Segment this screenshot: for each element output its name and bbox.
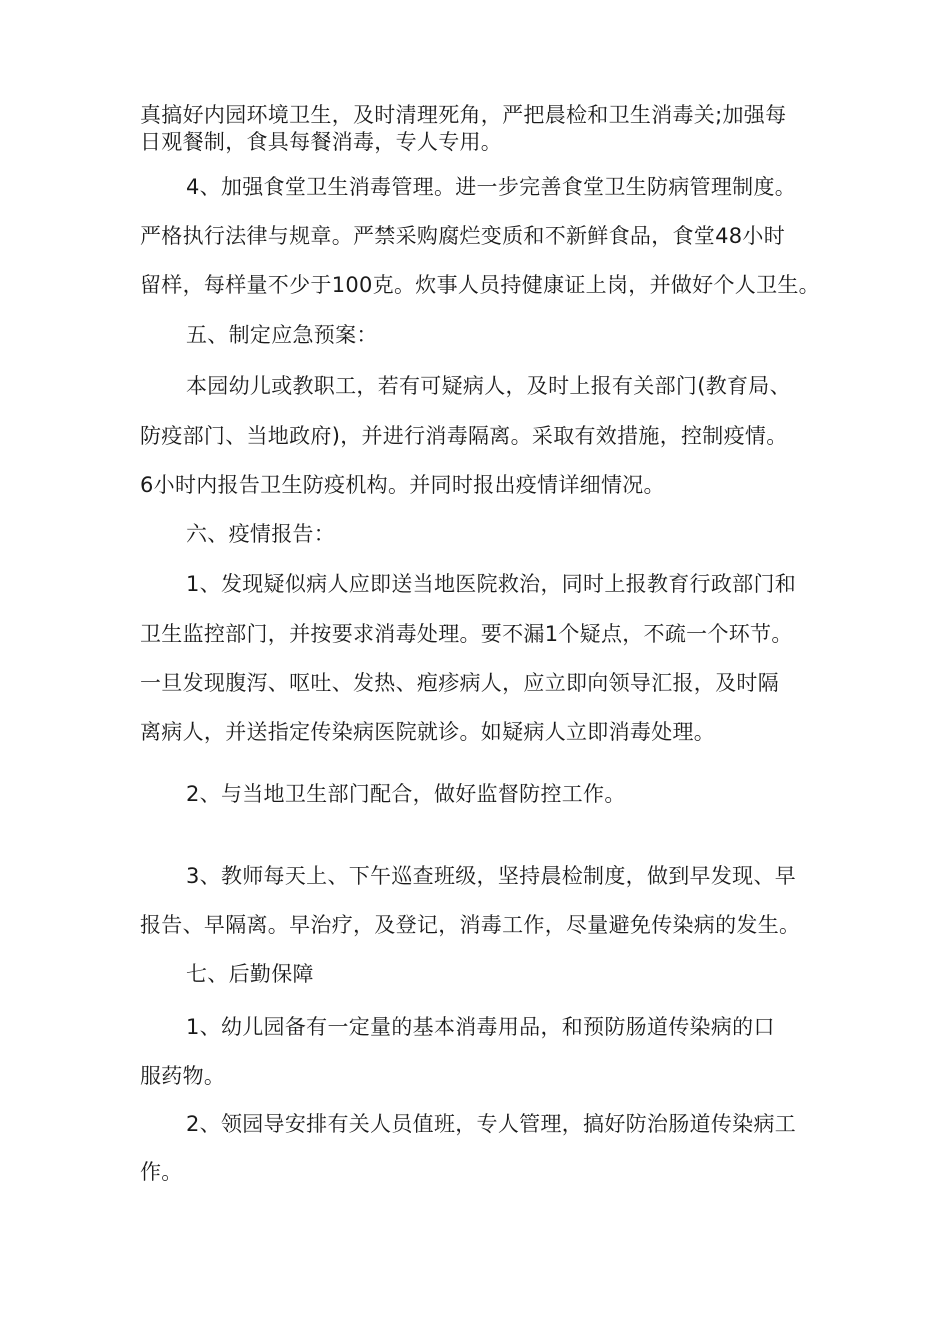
text-line: 防疫部门、当地政府)，并进行消毒隔离。采取有效措施，控制疫情。 — [140, 424, 788, 448]
text-line: 4、加强食堂卫生消毒管理。进一步完善食堂卫生防病管理制度。 — [186, 175, 797, 199]
text-line: 服药物。 — [140, 1064, 226, 1088]
text-line: 6小时内报告卫生防疫机构。并同时报出疫情详细情况。 — [140, 473, 665, 497]
text-line: 真搞好内园环境卫生，及时清理死角，严把晨检和卫生消毒关;加强每 — [140, 103, 787, 127]
text-line: 作。 — [140, 1160, 183, 1184]
section-heading: 六、疫情报告： — [186, 522, 336, 546]
text-line: 卫生监控部门，并按要求消毒处理。要不漏1个疑点，不疏一个环节。 — [140, 622, 793, 646]
text-line: 离病人，并送指定传染病医院就诊。如疑病人立即消毒处理。 — [140, 720, 716, 744]
section-heading: 五、制定应急预案： — [186, 323, 378, 347]
text-line: 2、与当地卫生部门配合，做好监督防控工作。 — [186, 782, 626, 806]
text-line: 本园幼儿或教职工，若有可疑病人，及时上报有关部门(教育局、 — [186, 374, 791, 398]
text-line: 日观餐制，食具每餐消毒，专人专用。 — [140, 130, 503, 154]
text-line: 严格执行法律与规章。严禁采购腐烂变质和不新鲜食品，食堂48小时 — [140, 224, 786, 248]
text-line: 报告、早隔离。早治疗，及登记，消毒工作，尽量避免传染病的发生。 — [140, 913, 801, 937]
text-line: 3、教师每天上、下午巡查班级，坚持晨检制度，做到早发现、早 — [186, 864, 797, 888]
text-line: 1、发现疑似病人应即送当地医院救治，同时上报教育行政部门和 — [186, 572, 797, 596]
text-line: 1、幼儿园备有一定量的基本消毒用品，和预防肠道传染病的口 — [186, 1015, 775, 1039]
text-line: 一旦发现腹泻、呕吐、发热、疱疹病人，应立即向领导汇报，及时隔 — [140, 671, 779, 695]
text-line: 留样，每样量不少于100克。炊事人员持健康证上岗，并做好个人卫生。 — [140, 273, 820, 297]
section-heading: 七、后勤保障 — [186, 962, 314, 986]
text-line: 2、领园导安排有关人员值班，专人管理，搞好防治肠道传染病工 — [186, 1112, 797, 1136]
